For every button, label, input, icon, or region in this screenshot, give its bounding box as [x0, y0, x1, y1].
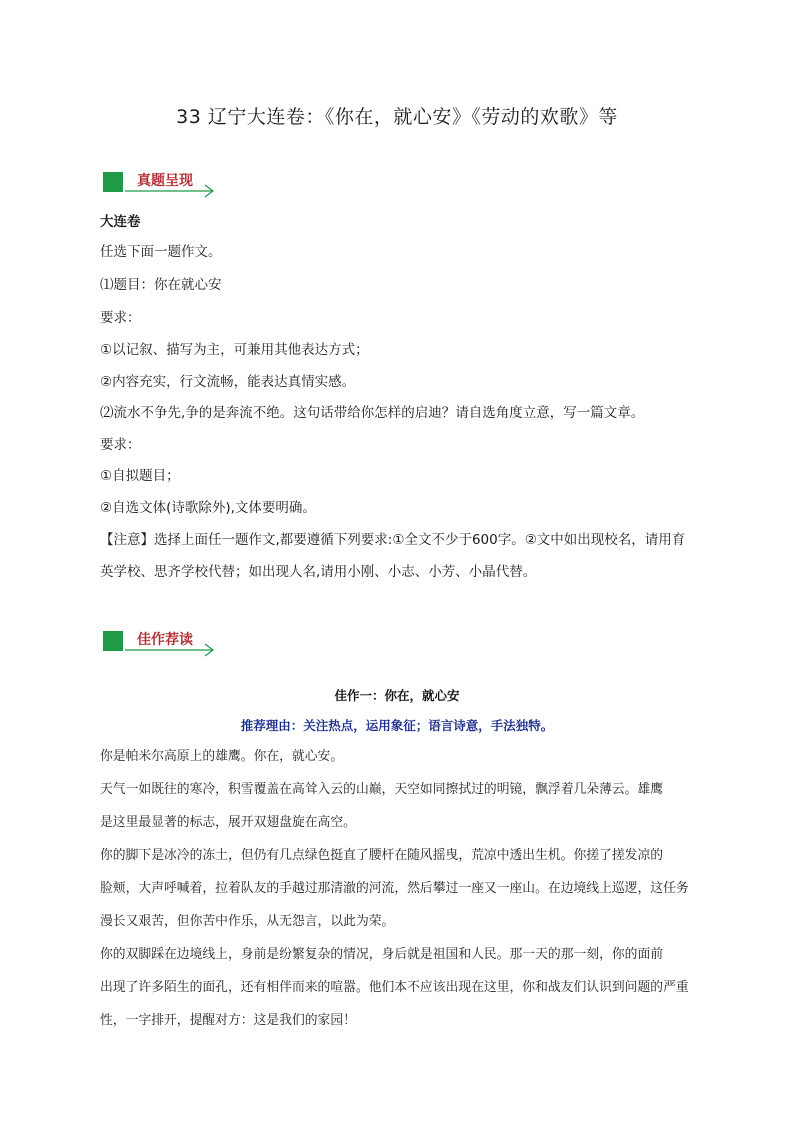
green-square-icon — [103, 631, 123, 651]
essay-line: 性，一字排开，提醒对方：这是我们的家园！ — [100, 1013, 356, 1028]
essay-title: 佳作一：你在，就心安 — [334, 688, 460, 703]
essay-line: 脸颊，大声呼喊着，拉着队友的手越过那清澈的河流，然后攀过一座又一座山。在边境线上巡逻，这任务 — [100, 881, 689, 896]
exam-source: 大连卷 — [100, 214, 141, 230]
green-square-icon — [103, 172, 123, 192]
essay-line: 是这里最显著的标志，展开双翅盘旋在高空。 — [100, 815, 356, 830]
prompt-line: 任选下面一题作文。 — [100, 244, 222, 260]
prompt-line: ①以记叙、描写为主，可兼用其他表达方式； — [100, 342, 369, 358]
prompt-line: ⑵流水不争先,争的是奔流不绝。这句话带给你怎样的启迪？请自选角度立意，写一篇文章。 — [100, 405, 645, 421]
recommendation-reason: 推荐理由：关注热点，运用象征；语言诗意，手法独特。 — [240, 718, 554, 733]
essay-line: 漫长又艰苦，但你苦中作乐，从无怨言，以此为荣。 — [100, 914, 395, 929]
section-header-label: 佳作荐读 — [137, 632, 193, 648]
section-header-recommended — [103, 629, 218, 655]
section-header-exam — [103, 170, 218, 196]
arrow-icon — [125, 643, 217, 657]
note-line: 英学校、思齐学校代替；如出现人名,请用小刚、小志、小芳、小晶代替。 — [100, 564, 537, 580]
prompt-line: ①自拟题目； — [100, 468, 180, 484]
essay-line: 出现了许多陌生的面孔，还有相伴而来的喧嚣。他们本不应该出现在这里，你和战友们认识到问题的严重 — [100, 980, 689, 995]
essay-line: 天气一如既往的寒冷，积雪覆盖在高耸入云的山巅，天空如同擦拭过的明镜，飘浮着几朵薄云。雄鹰 — [100, 782, 664, 797]
essay-line: 你的双脚踩在边境线上，身前是纷繁复杂的情况，身后就是祖国和人民。那一天的那一刻，你的面前 — [100, 947, 664, 962]
essay-body — [100, 740, 722, 1037]
note-line: 【注意】选择上面任一题作文,都要遵循下列要求:①全文不少于600字。②文中如出现校名，请用育 — [100, 532, 686, 548]
prompt-line: ⑴题目：你在就心安 — [100, 277, 222, 293]
prompt-line: 要求： — [100, 437, 141, 453]
prompt-line: ②自选文体(诗歌除外),文体要明确。 — [100, 500, 316, 516]
section-header-label: 真题呈现 — [137, 173, 193, 189]
page-title: 33 辽宁大连卷：《你在，就心安》《劳动的欢歌》等 — [176, 106, 618, 128]
prompt-line: 要求： — [100, 310, 141, 326]
prompt-line: ②内容充实，行文流畅，能表达真情实感。 — [100, 374, 356, 390]
essay-line: 你的脚下是冰冷的冻土，但仍有几点绿色挺直了腰杆在随风摇曳，荒凉中透出生机。你搓了搓发凉的 — [100, 848, 664, 863]
arrow-icon — [125, 184, 217, 198]
essay-line: 你是帕米尔高原上的雄鹰。你在，就心安。 — [100, 749, 344, 764]
